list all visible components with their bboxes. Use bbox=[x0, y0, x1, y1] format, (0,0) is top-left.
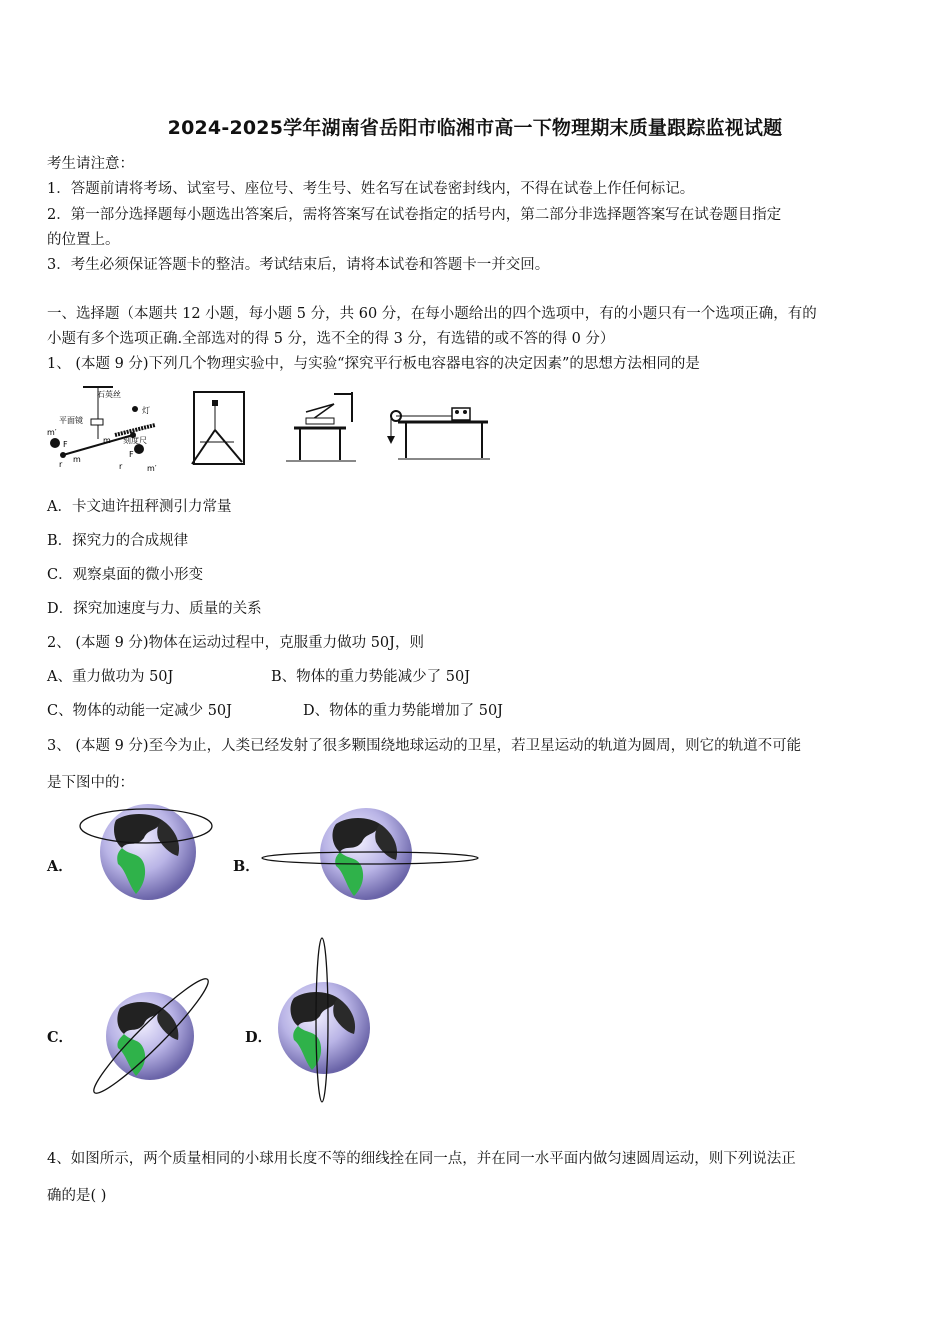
question-3-option-d-label: D． bbox=[245, 1029, 273, 1046]
figure-label: F bbox=[129, 450, 134, 459]
plane-mirror bbox=[91, 419, 103, 425]
globe-inclined-orbit-c bbox=[80, 972, 222, 1102]
question-1-stem: 1、 (本题 9 分)下列几个物理实验中，与实验“探究平行板电容器电容的决定因素”的思想方法相同的是 bbox=[47, 356, 700, 372]
question-3-stem: 3、 (本题 9 分)至今为止，人类已经发射了很多颗围绕地球运动的卫星，若卫星运动的轨道为圆周，则它的轨道不可能 bbox=[47, 738, 802, 754]
figure-label: m′ bbox=[47, 428, 57, 437]
question-2-option-c: C、物体的动能一定减少 50J bbox=[47, 703, 232, 719]
notice-item: 3．考生必须保证答题卡的整洁。考试结束后，请将本试卷和答题卡一并交回。 bbox=[47, 257, 550, 273]
notice-heading: 考生请注意： bbox=[47, 156, 134, 172]
question-3-stem-cont: 是下图中的： bbox=[47, 775, 134, 791]
figure-label: 石英丝 bbox=[97, 390, 121, 399]
figure-label: r bbox=[119, 462, 123, 471]
mirror-pair bbox=[306, 418, 334, 424]
question-4-stem: 4、如图所示，两个质量相同的小球用长度不等的细线拴在同一点，并在同一水平面内做匀速圆周运动，则下列说法正 bbox=[47, 1151, 796, 1167]
section-heading: 一、选择题（本题共 12 小题，每小题 5 分，共 60 分，在每小题给出的四个选项中，有的小题只有一个选项正确，有的 bbox=[47, 306, 817, 322]
small-ball-left bbox=[60, 452, 66, 458]
cart-wheel bbox=[463, 410, 467, 414]
question-1-option-a: A．卡文迪许扭秤测引力常量 bbox=[47, 499, 232, 515]
pin bbox=[212, 400, 218, 406]
question-3-option-c-label: C． bbox=[47, 1029, 74, 1046]
acceleration-experiment-figure bbox=[384, 396, 490, 464]
large-ball-right bbox=[134, 444, 144, 454]
section-heading-cont: 小题有多个选项正确.全部选对的得 5 分，选不全的得 3 分，有选错的或不答的得 0 分） bbox=[47, 331, 615, 347]
cart bbox=[452, 408, 470, 420]
lamp-icon bbox=[132, 406, 138, 412]
figure-label: m bbox=[103, 436, 111, 445]
question-2-option-b: B、物体的重力势能减少了 50J bbox=[271, 669, 471, 685]
question-4-stem-cont: 确的是( ) bbox=[47, 1188, 107, 1204]
globe-equatorial-orbit-b bbox=[260, 804, 480, 902]
question-3-option-b-label: B． bbox=[233, 858, 260, 875]
force-composition-figure bbox=[186, 390, 248, 468]
question-1-option-b: B．探究力的合成规律 bbox=[47, 533, 189, 549]
question-2-option-d: D、物体的重力势能增加了 50J bbox=[303, 703, 503, 719]
figure-label: r bbox=[59, 460, 63, 469]
question-1-option-c: C．观察桌面的微小形变 bbox=[47, 567, 204, 583]
notice-item: 的位置上。 bbox=[47, 232, 120, 248]
question-2-option-a: A、重力做功为 50J bbox=[47, 669, 174, 685]
page-title: 2024-2025学年湖南省岳阳市临湘市高一下物理期末质量跟踪监视试题 bbox=[167, 117, 783, 139]
light-beam bbox=[306, 404, 334, 412]
globe-polar-orbit-d bbox=[274, 936, 374, 1104]
notice-item: 1．答题前请将考场、试室号、座位号、考生号、姓名写在试卷密封线内，不得在试卷上作任何标记。 bbox=[47, 181, 695, 197]
figure-label: m′ bbox=[147, 464, 157, 473]
figure-label: 灯 bbox=[142, 406, 150, 415]
hanging-weight bbox=[387, 436, 395, 444]
small-deformation-figure bbox=[286, 388, 361, 464]
large-ball-left bbox=[50, 438, 60, 448]
question-1-option-d: D．探究加速度与力、质量的关系 bbox=[47, 601, 262, 617]
drawing-board bbox=[194, 392, 244, 464]
figure-label: 平面镜 bbox=[59, 416, 83, 425]
figure-label: 刻度尺 bbox=[123, 436, 147, 445]
cart-wheel bbox=[455, 410, 459, 414]
figure-label: F bbox=[63, 440, 68, 449]
question-3-option-a-label: A． bbox=[47, 858, 73, 875]
torsion-balance-figure bbox=[45, 383, 160, 475]
globe-equatorial-orbit-a bbox=[78, 798, 214, 902]
figure-label: m bbox=[73, 455, 81, 464]
question-2-stem: 2、 (本题 9 分)物体在运动过程中，克服重力做功 50J，则 bbox=[47, 635, 424, 651]
notice-item: 2．第一部分选择题每小题选出答案后，需将答案写在试卷指定的括号内，第二部分非选择题答案写在试卷题目指定 bbox=[47, 207, 782, 223]
